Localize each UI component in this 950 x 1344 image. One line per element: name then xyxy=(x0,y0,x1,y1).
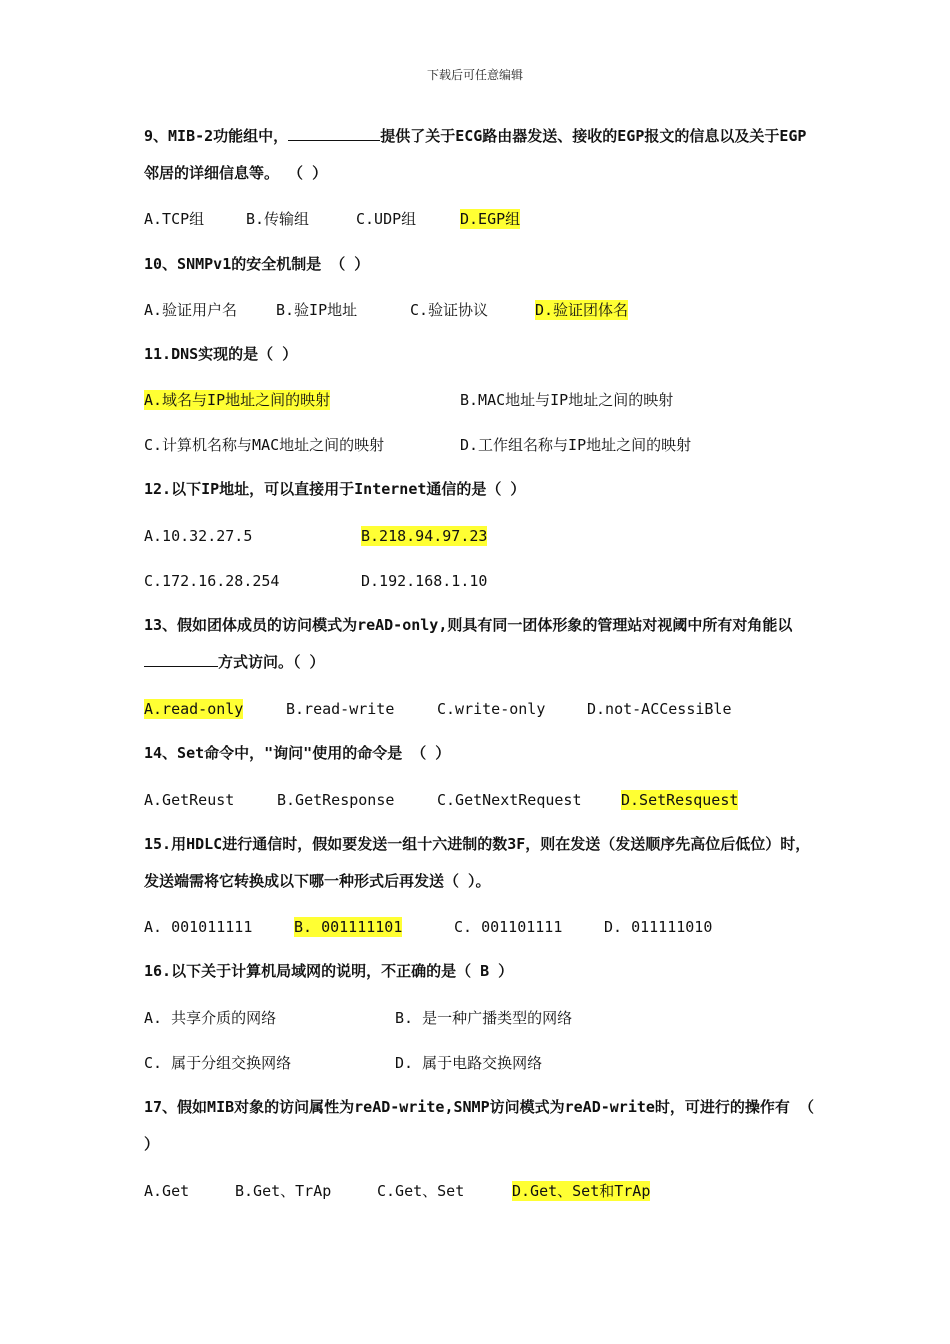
question-16: 16.以下关于计算机局域网的说明，不正确的是（ B ） xyxy=(144,962,514,980)
option-b: B. 是一种广播类型的网络 xyxy=(395,1009,573,1027)
option-c: C.172.16.28.254 xyxy=(144,572,280,590)
option-a: A. 001011111 xyxy=(144,918,253,936)
option-d: D. 011111010 xyxy=(604,918,713,936)
option-b: B.GetResponse xyxy=(277,791,395,809)
question-12: 12.以下IP地址，可以直接用于Internet通信的是（ ） xyxy=(144,480,526,498)
option-b-correct: B. 001111101 xyxy=(294,918,403,936)
question-15: 15.用HDLC进行通信时，假如要发送一组十六进制的数3F，则在发送（发送顺序先高位后低位）时，发送端需将它转换成以下哪一种形式后再发送（ ）。 xyxy=(144,835,811,890)
option-b: B.传输组 xyxy=(246,210,310,228)
answer-blank xyxy=(288,122,380,141)
option-d-correct: D.EGP组 xyxy=(460,210,521,228)
option-d-correct: D.SetResquest xyxy=(621,791,739,809)
question-text: 9、MIB-2功能组中， xyxy=(144,127,289,145)
question-10: 10、SNMPv1的安全机制是 （ ） xyxy=(144,255,370,273)
question-17: 17、假如MIB对象的访问属性为reAD-write,SNMP访问模式为reAD-write时，可进行的操作有 （ ） xyxy=(144,1098,814,1153)
option-a-correct: A.read-only xyxy=(144,700,244,718)
question-9 xyxy=(144,118,814,192)
option-a: A.验证用户名 xyxy=(144,301,238,319)
option-d: D.192.168.1.10 xyxy=(361,572,488,590)
option-d-correct: D.Get、Set和TrAp xyxy=(512,1182,651,1200)
option-d: D. 属于电路交换网络 xyxy=(395,1054,543,1072)
option-c: C.UDP组 xyxy=(356,210,417,228)
option-a: A.GetReust xyxy=(144,791,235,809)
answer-blank xyxy=(144,648,218,667)
option-a: A.TCP组 xyxy=(144,210,205,228)
page-header: 下载后可任意编辑 xyxy=(426,68,523,82)
option-c: C.计算机名称与MAC地址之间的映射 xyxy=(144,436,385,454)
option-b: B.read-write xyxy=(286,700,395,718)
question-13 xyxy=(144,607,814,681)
question-text: 13、假如团体成员的访问模式为reAD-only,则具有同一团体形象的管理站对视阈中所有对角能以 xyxy=(144,616,793,634)
question-14: 14、Set命令中，"询问"使用的命令是 （ ） xyxy=(144,744,451,762)
option-a: A.Get xyxy=(144,1182,190,1200)
option-b: B.MAC地址与IP地址之间的映射 xyxy=(460,391,674,409)
question-11: 11.DNS实现的是（ ） xyxy=(144,345,298,363)
option-a: A.10.32.27.5 xyxy=(144,527,253,545)
option-c: C.GetNextRequest xyxy=(437,791,582,809)
option-c: C. 属于分组交换网络 xyxy=(144,1054,292,1072)
option-b: B.Get、TrAp xyxy=(235,1182,332,1200)
option-b-correct: B.218.94.97.23 xyxy=(361,527,488,545)
option-c: C.write-only xyxy=(437,700,546,718)
option-d-correct: D.验证团体名 xyxy=(535,301,629,319)
option-d: D.工作组名称与IP地址之间的映射 xyxy=(460,436,692,454)
option-d: D.not-ACCessiBle xyxy=(587,700,732,718)
option-a-correct: A.域名与IP地址之间的映射 xyxy=(144,391,331,409)
option-c: C. 001101111 xyxy=(454,918,563,936)
option-c: C.验证协议 xyxy=(410,301,489,319)
option-a: A. 共享介质的网络 xyxy=(144,1009,277,1027)
question-text: 方式访问。（ ） xyxy=(218,653,325,671)
option-c: C.Get、Set xyxy=(377,1182,465,1200)
option-b: B.验IP地址 xyxy=(276,301,358,319)
question-text: 提供了关于ECG路由器发送、接收的EGP报文的信息以及关于EGP邻居的详细信息等。 （ ） xyxy=(144,127,807,182)
